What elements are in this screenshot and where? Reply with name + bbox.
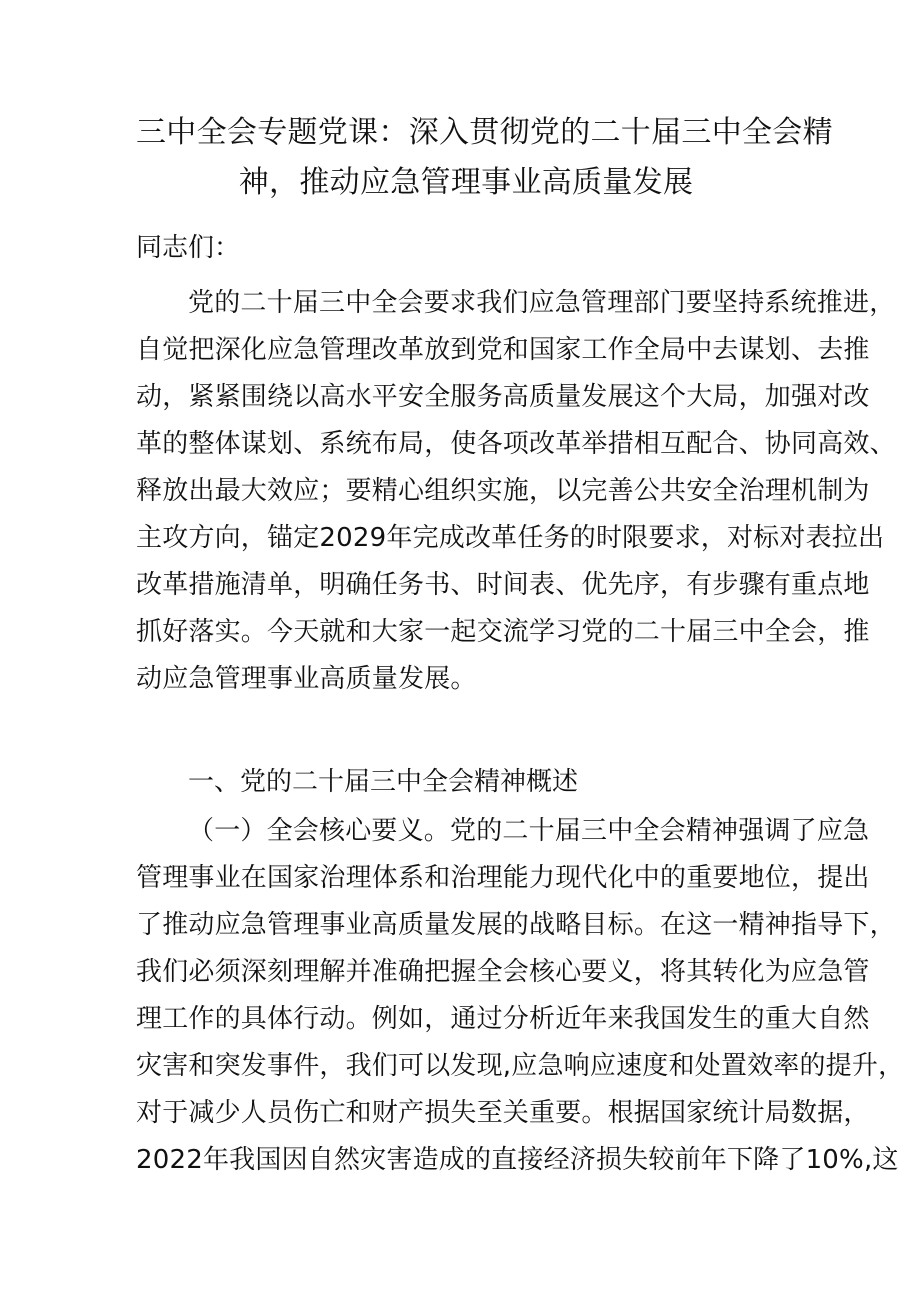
paragraph-line: 动应急管理事业高质量发展。	[136, 664, 477, 694]
title-line-1: 三中全会专题党课：深入贯彻党的二十届三中全会精	[136, 115, 833, 150]
salutation: 同志们：	[136, 233, 241, 263]
intro-paragraph	[136, 280, 896, 703]
paragraph-line: 释放出最大效应；要精心组织实施，以完善公共安全治理机制为	[136, 476, 870, 506]
paragraph-line: 我们必须深刻理解并准确把握全会核心要义，将其转化为应急管	[136, 957, 870, 987]
section-heading-1: 一、党的二十届三中全会精神概述	[188, 767, 579, 797]
document-title	[136, 108, 833, 208]
paragraph-line: 动，紧紧围绕以高水平安全服务高质量发展这个大局，加强对改	[136, 382, 870, 412]
paragraph-line: 灾害和突发事件，我们可以发现,应急响应速度和处置效率的提升，	[136, 1051, 905, 1081]
paragraph-line: 对于减少人员伤亡和财产损失至关重要。根据国家统计局数据，	[136, 1098, 870, 1128]
paragraph-line: 了推动应急管理事业高质量发展的战略目标。在这一精神指导下，	[136, 910, 896, 940]
paragraph-line: （一）全会核心要义。党的二十届三中全会精神强调了应急	[188, 816, 870, 846]
paragraph-line: 改革措施清单，明确任务书、时间表、优先序，有步骤有重点地	[136, 570, 870, 600]
paragraph-line: 2022年我国因自然灾害造成的直接经济损失较前年下降了10%,这	[136, 1145, 899, 1175]
paragraph-line: 革的整体谋划、系统布局，使各项改革举措相互配合、协同高效、	[136, 429, 896, 459]
section-1-paragraph	[136, 808, 905, 1184]
paragraph-line: 自觉把深化应急管理改革放到党和国家工作全局中去谋划、去推	[136, 335, 870, 365]
paragraph-line: 主攻方向，锚定2029年完成改革任务的时限要求，对标对表拉出	[136, 523, 885, 553]
paragraph-line: 党的二十届三中全会要求我们应急管理部门要坚持系统推进，	[188, 288, 896, 318]
paragraph-line: 管理事业在国家治理体系和治理能力现代化中的重要地位，提出	[136, 863, 870, 893]
paragraph-line: 抓好落实。今天就和大家一起交流学习党的二十届三中全会，推	[136, 617, 870, 647]
paragraph-line: 理工作的具体行动。例如，通过分析近年来我国发生的重大自然	[136, 1004, 870, 1034]
title-line-2: 神，推动应急管理事业高质量发展	[238, 165, 694, 200]
